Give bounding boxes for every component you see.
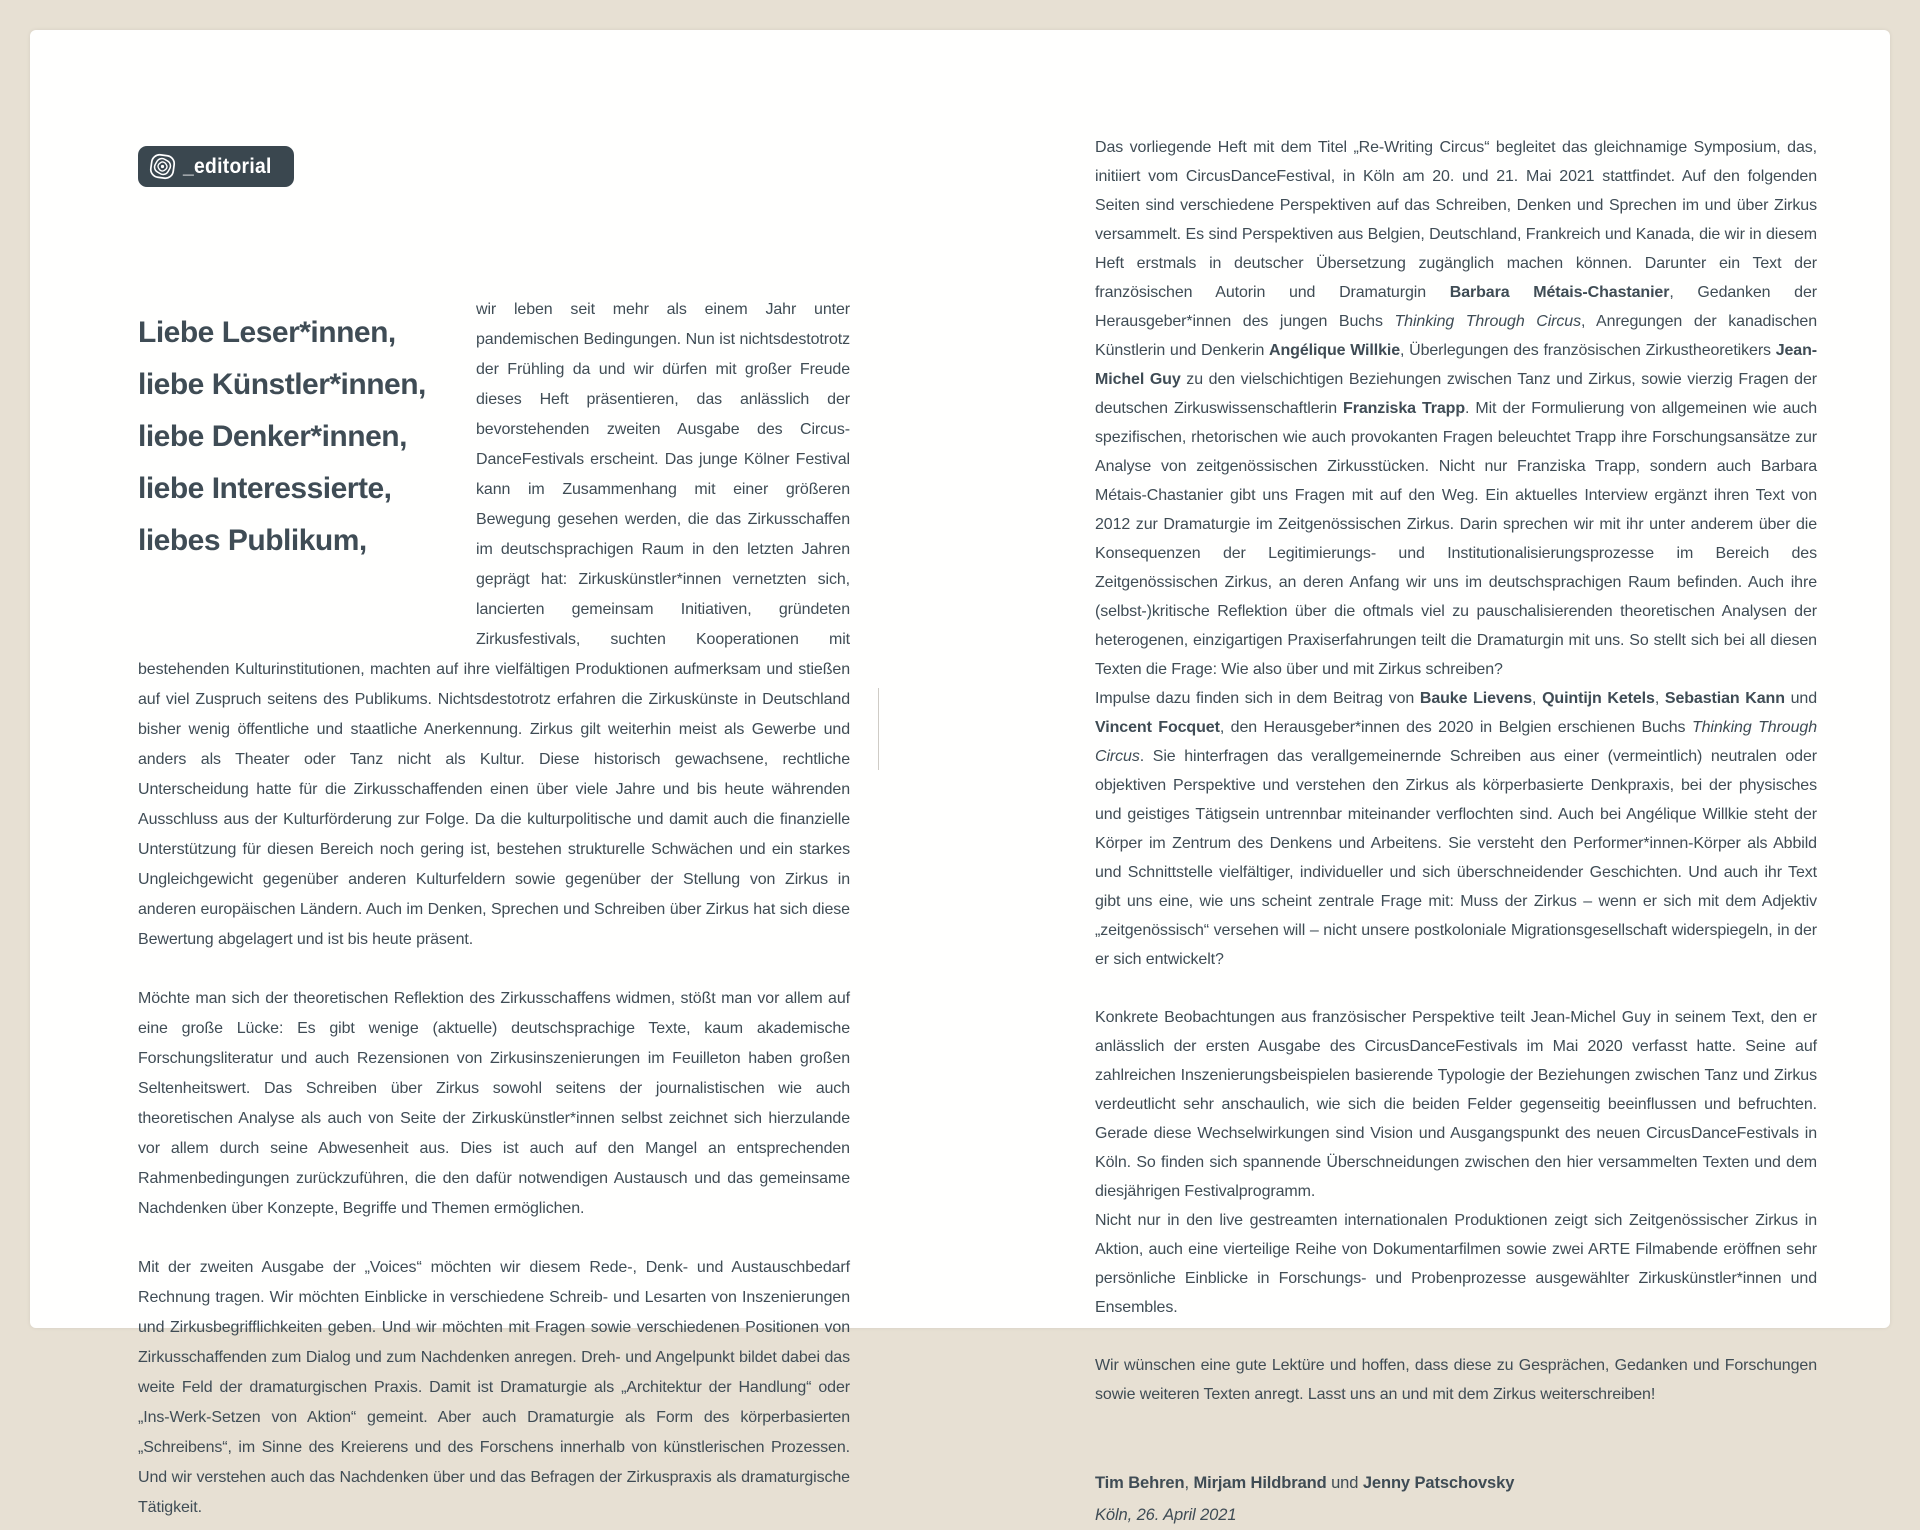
right-paragraph-3: Konkrete Beobachtungen aus französischer Perspektive teilt Jean-Michel Guy in seinem Text, den er anlässlich der ersten Ausgabe des CircusDanceFestivals im Mai 2020 verfasst hatte. Seine auf zahlreichen Inszenierungsbeispielen basierende Typologie der Beziehungen zwischen Tanz und Zirkus verdeutlicht sehr anschaulich, wie sich die beiden Felder gegenseitig beeinflussen und befruchten. Gerade diese Wechselwirkungen sind Vision und Ausgangspunkt des neuen CircusDanceFestivals in Köln. So finden sich spannende Überschneidungen zwischen den hier versammelten Texten und dem diesjährigen Festivalprogramm. [1095, 1009, 1817, 1200]
salutation-line: Liebe Leser*innen, [138, 316, 396, 349]
right-page-column [1095, 133, 1817, 1530]
left-paragraph-2: Möchte man sich der theoretischen Reflektion des Zirkusschaffens widmen, stößt man vor allem auf eine große Lücke: Es gibt wenige (aktuelle) deutschsprachige Texte, kaum akademische Forschungsliteratur und auch Rezensionen von Zirkusinszenierungen im Feuilleton haben großen Seltenheitswert. Das Schreiben über Zirkus sowohl seitens der journalistischen wie auch theoretischen Analyse als auch von Seite der Zirkuskünstler*innen selbst zeichnet sich hierzulande vor allem durch seine Abwesenheit aus. Dies ist auch auf den Mangel an entsprechenden Rahmenbedingungen zurückzuführen, die den dafür notwendigen Austausch und das gemeinsame Nachdenken über Konzepte, Begriffe und Themen ermöglichen. [138, 990, 850, 1217]
salutation-line: liebe Denker*innen, [138, 420, 407, 453]
center-fold-mark [878, 688, 879, 770]
right-paragraph-1: Das vorliegende Heft mit dem Titel „Re-Writing Circus“ begleitet das gleichnamige Symposium, das, initiiert vom CircusDanceFestival, in Köln am 20. und 21. Mai 2021 stattfindet. Auf den folgenden Seiten sind verschiedene Perspektiven auf das Schreiben, Denken und Sprechen im und über Zirkus versammelt. Es sind Perspektiven aus Belgien, Deutschland, Frankreich und Kanada, die wir in diesem Heft erstmals in deutscher Übersetzung zugänglich machen können. Darunter ein Text der französischen Autorin und Dramaturgin Barbara Métais-Chastanier, Gedanken der Herausgeber*innen des jungen Buchs Thinking Through Circus, Anregungen der kanadischen Künstlerin und Denkerin Angélique Willkie, Überlegungen des französischen Zirkustheoretikers Jean-Michel Guy zu den vielschichtigen Beziehungen zwischen Tanz und Zirkus, sowie vierzig Fragen der deutschen Zirkuswissenschaftlerin Franziska Trapp. Mit der Formulierung von allgemeinen wie auch spezifischen, rhetorischen wie auch provokanten Fragen beleuchtet Trapp ihre Forschungsansätze zur Analyse von zeitgenössischen Zirkusstücken. Nicht nur Franziska Trapp, sondern auch Barbara Métais-Chastanier gibt uns Fragen mit auf den Weg. Ein aktuelles Interview ergänzt ihren Text von 2012 zur Dramaturgie im Zeitgenössischen Zirkus. Darin sprechen wir mit ihr unter anderem über die Konsequenzen der Legitimierungs- und Institutionalisierungsprozesse im Bereich des Zeitgenössischen Zirkus, an deren Anfang wir uns im deutschsprachigen Raum befinden. Auch ihre (selbst-)kritische Reflektion über die oftmals viel zu pauschalisierenden theoretischen Analysen der heterogenen, einzigartigen Praxiserfahrungen teilt die Dramaturgin mit uns. So stellt sich bei all diesen Texten die Frage: Wie also über und mit Zirkus schreiben? [1095, 139, 1818, 678]
signature-date: Köln, 26. April 2021 [1095, 1506, 1237, 1524]
left-paragraph-3: Mit der zweiten Ausgabe der „Voices“ möchten wir diesem Rede-, Denk- und Austauschbedarf Rechnung tragen. Wir möchten Einblicke in verschiedene Schreib- und Lesarten von Inszenierungen und Zirkusbegrifflichkeiten geben. Und wir möchten mit Fragen sowie verschiedenen Positionen von Zirkusschaffenden zum Dialog und zum Nachdenken anregen. Dreh- und Angelpunkt bildet dabei das weite Feld der dramaturgischen Praxis. Damit ist Dramaturgie als „Architektur der Handlung“ oder „Ins-Werk-Setzen von Aktion“ gemeint. Aber auch Dramaturgie als Form des körperbasierten „Schreibens“, im Sinne des Kreierens und des Forschens innerhalb von künstlerischen Prozessen. Und wir verstehen auch das Nachdenken über und das Befragen der Zirkuspraxis als dramaturgische Tätigkeit. [138, 1259, 850, 1516]
salutation-line: liebe Interessierte, [138, 472, 392, 505]
left-paragraph-1: wir leben seit mehr als einem Jahr unter pandemischen Bedingungen. Nun ist nichtsdestotrotz der Frühling da und wir dürfen mit großer Freude dieses Heft präsentieren, das anlässlich der bevorstehenden zweiten Ausgabe des Circus-DanceFestivals erscheint. Das junge Kölner Festival kann im Zusammenhang mit einer größeren Bewegung gesehen werden, die das Zirkusschaffen im deutschsprachigen Raum in den letzten Jahren geprägt hat: Zirkuskünstler*innen vernetzten sich, lancierten gemeinsam Initiativen, gründeten Zirkusfestivals, suchten Kooperationen mit bestehenden Kulturinstitutionen, machten auf ihre vielfältigen Produktionen aufmerksam und stießen auf viel Zuspruch seitens des Publikums. Nichtsdestotrotz erfahren die Zirkuskünste in Deutschland bisher wenig öffentliche und staatliche Anerkennung. Zirkus gilt weiterhin meist als Gewerbe und anders als Theater oder Tanz nicht als Kultur. Diese historisch gewachsene, rechtliche Unterscheidung hatte für die Zirkusschaffenden einen über viele Jahre und bis heute währenden Ausschluss aus der Kulturförderung zur Folge. Da die kulturpolitische und damit auch die finanzielle Unterstützung für diesen Bereich noch gering ist, bestehen strukturelle Schwächen und ein starkes Ungleichgewicht gegenüber anderen Kulturfeldern sowie gegenüber der Stellung von Zirkus in anderen europäischen Ländern. Auch im Denken, Sprechen und Schreiben über Zirkus hat sich diese Bewertung abgelagert und ist bis heute präsent. [138, 301, 850, 948]
signature-block [1095, 1469, 1817, 1530]
editorial-salutation-heading [138, 295, 476, 635]
editorial-badge-label: _editorial [183, 154, 272, 178]
salutation-line: liebe Künstler*innen, [138, 368, 426, 401]
editorial-badge [138, 146, 294, 187]
signature-authors: Tim Behren, Mirjam Hildbrand und Jenny Patschovsky [1095, 1474, 1515, 1492]
right-paragraph-5: Wir wünschen eine gute Lektüre und hoffen, dass diese zu Gesprächen, Gedanken und Forschungen sowie weiteren Texten anregt. Lasst uns an und mit dem Zirkus weiterschreiben! [1095, 1357, 1817, 1403]
left-page-column [138, 295, 850, 1523]
salutation-line: liebes Publikum, [138, 524, 367, 557]
spiral-logo-icon [149, 153, 176, 180]
right-paragraph-4: Nicht nur in den live gestreamten internationalen Produktionen zeigt sich Zeitgenössischer Zirkus in Aktion, auch eine vierteilige Reihe von Dokumentarfilmen sowie zwei ARTE Filmabende eröffnen sehr persönliche Einblicke in Forschungs- und Probenprozesse ausgewählter Zirkuskünstler*innen und Ensembles. [1095, 1212, 1817, 1316]
right-paragraph-2: Impulse dazu finden sich in dem Beitrag von Bauke Lievens, Quintijn Ketels, Sebastian Kann und Vincent Focquet, den Herausgeber*innen des 2020 in Belgien erschienen Buchs Thinking Through Circus. Sie hinterfragen das verallgemeinernde Schreiben aus einer (vermeintlich) neutralen oder objektiven Perspektive und verstehen den Zirkus als körperbasierte Denkpraxis, bei der physisches und geistiges Tätigsein untrennbar miteinander verflochten sind. Auch bei Angélique Willkie steht der Körper im Zentrum des Denkens und Arbeitens. Sie versteht den Performer*innen-Körper als Abbild und Schnittstelle vielfältiger, individueller und sich überschneidender Geschichten. Und auch ihr Text gibt uns eine, wie uns scheint zentrale Frage mit: Muss der Zirkus – wenn er sich mit dem Adjektiv „zeitgenössisch“ versehen will – nicht unsere postkoloniale Migrationsgesellschaft widerspiegeln, in der er sich entwickelt? [1095, 690, 1817, 968]
editorial-spread-page [30, 30, 1890, 1524]
